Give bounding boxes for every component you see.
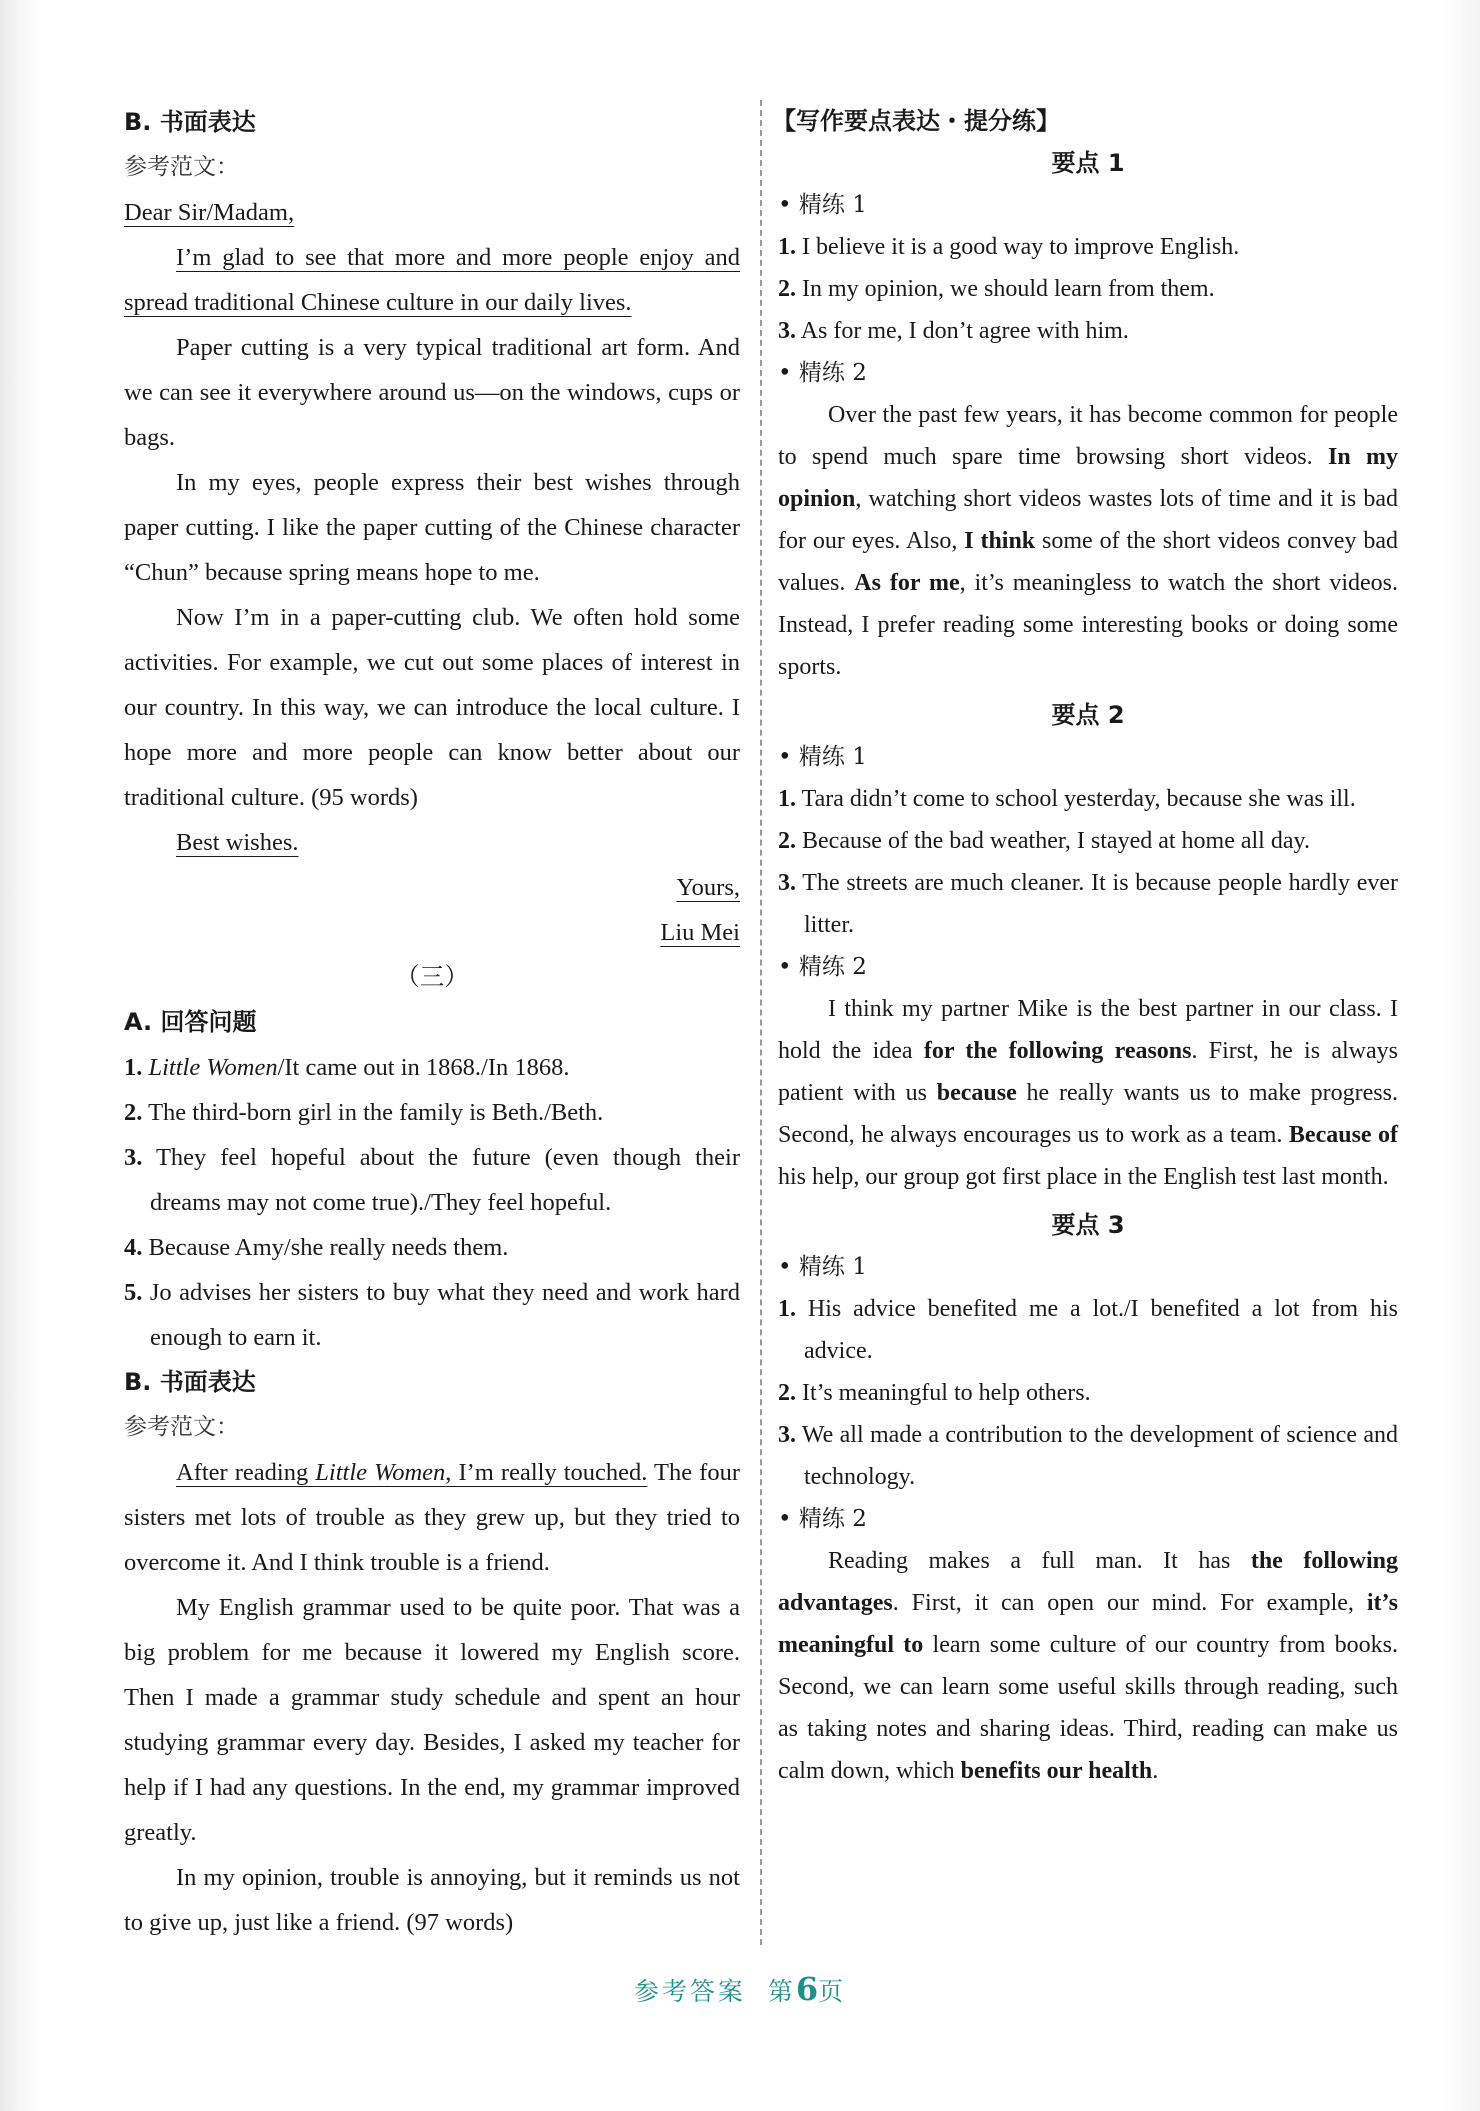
footer-label: 参考答案 — [633, 1977, 746, 2006]
drill-label: • 精练 1 — [778, 192, 867, 218]
drill-item: 1. Tara didn’t come to school yesterday, because she was ill. — [778, 786, 1356, 812]
section-heading-a: A. 回答问题 — [124, 1008, 257, 1036]
section-three-title: （三） — [395, 964, 469, 991]
drill-label: • 精练 2 — [778, 954, 867, 980]
letter-closing: Best wishes. — [176, 829, 299, 856]
drill-label: • 精练 1 — [778, 1254, 867, 1280]
essay-paragraph: My English grammar used to be quite poor. That was a big problem for me because it lowered my English score. Then I made a grammar study schedule and spent an hour studying grammar every day. Besides, I asked my teacher for help if I had any questions. In the end, my grammar improved greatly. — [124, 1594, 740, 1846]
drill-item: 1. I believe it is a good way to improve English. — [778, 234, 1240, 260]
point-heading: 要点 2 — [1051, 701, 1125, 729]
drill-item: 2. In my opinion, we should learn from them. — [778, 276, 1215, 302]
letter-paragraph: I’m glad to see that more and more people enjoy and spread traditional Chinese culture in our daily lives. — [124, 244, 740, 316]
bullet-icon: • — [778, 1254, 799, 1280]
essay-paragraph: In my opinion, trouble is annoying, but it reminds us not to give up, just like a friend. (97 words) — [124, 1864, 740, 1936]
bullet-icon: • — [778, 192, 799, 218]
page-prefix: 第 — [767, 1977, 796, 2006]
page-number: 6 — [795, 1970, 819, 2008]
reference-label: 参考范文： — [124, 1414, 239, 1440]
answer-item: 2. The third-born girl in the family is Beth./Beth. — [124, 1099, 604, 1126]
letter-signature: Liu Mei — [660, 919, 740, 946]
left-column — [124, 100, 740, 1945]
bullet-icon: • — [778, 1506, 799, 1532]
drill-paragraph: I think my partner Mike is the best partner in our class. I hold the idea for the following reasons. First, he is always patient with us because he really wants us to make progress. Second, he always encourages us to work as a team. Because of his help, our group got first place in the English test last month. — [778, 996, 1398, 1190]
drill-label: • 精练 1 — [778, 744, 867, 770]
letter-paragraph: Now I’m in a paper-cutting club. We often hold some activities. For example, we cut out some places of interest in our country. In this way, we can introduce the local culture. I hope more and more people can know better about our traditional culture. (95 words) — [124, 604, 740, 811]
drill-item: 2. Because of the bad weather, I stayed at home all day. — [778, 828, 1310, 854]
drill-paragraph: Over the past few years, it has become common for people to spend much spare time browsing short videos. In my opinion, watching short videos wastes lots of time and it is bad for our eyes. Also, I think some of the short videos convey bad values. As for me, it’s meaningless to watch the short videos. Instead, I prefer reading some interesting books or doing some sports. — [778, 402, 1399, 680]
bullet-icon: • — [778, 360, 799, 386]
right-column — [772, 100, 1399, 1792]
page-footer — [0, 1970, 1480, 2008]
letter-yours: Yours, — [676, 874, 740, 901]
answer-item: 5. Jo advises her sisters to buy what they need and work hard enough to earn it. — [124, 1279, 741, 1351]
letter-paragraph: Paper cutting is a very typical traditional art form. And we can see it everywhere around us—on the windows, cups or bags. — [124, 334, 740, 451]
answer-item: 4. Because Amy/she really needs them. — [124, 1234, 509, 1261]
section-heading-b: B. 书面表达 — [124, 1368, 256, 1396]
drill-item: 1. His advice benefited me a lot./I benefited a lot from his advice. — [778, 1296, 1399, 1364]
drill-label: • 精练 2 — [778, 1506, 867, 1532]
point-heading: 要点 3 — [1051, 1211, 1125, 1239]
section-title: 【写作要点表达・提分练】 — [772, 107, 1060, 135]
section-heading-b: B. 书面表达 — [124, 108, 256, 136]
letter-greeting: Dear Sir/Madam, — [124, 199, 295, 226]
point-heading: 要点 1 — [1051, 149, 1125, 177]
drill-paragraph: Reading makes a full man. It has the following advantages. First, it can open our mind. For example, it’s meaningful to learn some culture of our country from books. Second, we can learn some useful skills through reading, such as taking notes and sharing ideas. Third, reading can make us calm down, which benefits our health. — [778, 1548, 1399, 1784]
reference-label: 参考范文： — [124, 154, 239, 180]
letter-paragraph: In my eyes, people express their best wishes through paper cutting. I like the paper cutting of the Chinese character “Chun” because spring means hope to me. — [124, 469, 740, 586]
drill-item: 3. We all made a contribution to the development of science and technology. — [778, 1422, 1398, 1490]
drill-label: • 精练 2 — [778, 360, 867, 386]
drill-item: 3. As for me, I don’t agree with him. — [778, 318, 1129, 344]
answer-item: 1. Little Women/It came out in 1868./In 1868. — [124, 1054, 570, 1081]
answer-item: 3. They feel hopeful about the future (even though their dreams may not come true)./They feel hopeful. — [124, 1144, 740, 1216]
bullet-icon: • — [778, 954, 799, 980]
page-suffix: 页 — [818, 1977, 847, 2006]
drill-item: 2. It’s meaningful to help others. — [778, 1380, 1091, 1406]
essay-paragraph: After reading Little Women, I’m really touched. The four sisters met lots of trouble as they grew up, but they tried to overcome it. And I think trouble is a friend. — [124, 1459, 740, 1576]
bullet-icon: • — [778, 744, 799, 770]
drill-item: 3. The streets are much cleaner. It is because people hardly ever litter. — [778, 870, 1398, 938]
